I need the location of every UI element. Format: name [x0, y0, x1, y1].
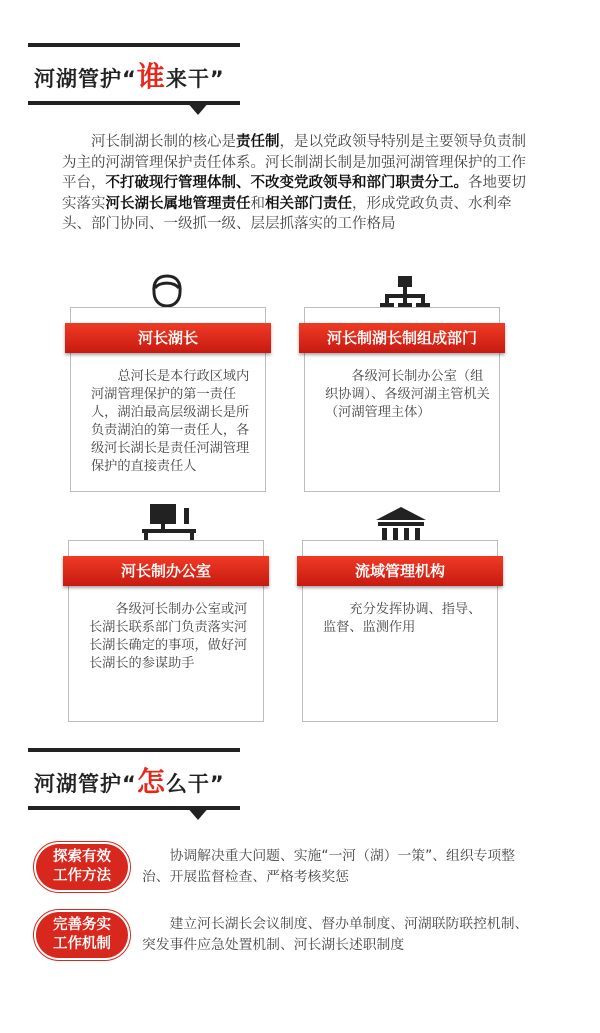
section-header-how — [28, 748, 240, 818]
card-basin-authority — [302, 540, 498, 722]
header-top-rule — [28, 748, 240, 752]
card-title: 河长制办公室 — [63, 556, 269, 586]
section-title-who: 河湖管护“谁来干” — [34, 60, 225, 93]
card-title: 河长制湖长制组成部门 — [299, 323, 505, 353]
title-highlight: 谁 — [136, 60, 166, 93]
mechanism-description: 建立河长湖长会议制度、督办单制度、河湖联防联控机制、突发事件应急处置机制、河长湖长述职制度 — [142, 916, 529, 953]
section-header-who — [28, 43, 240, 113]
card-member-departments — [304, 307, 500, 492]
card-body: 各级河长制办公室（组织协调）、各级河湖主管机关（河湖管理主体） — [325, 369, 490, 420]
card-body: 各级河长制办公室或河长湖长联系部门负责落实河长湖长确定的事项，做好河长湖长的参谋助手 — [89, 602, 248, 671]
method-description: 协调解决重大问题、实施“一河（湖）一策”、组织专项整治、开展监督检查、严格考核奖惩 — [142, 848, 516, 885]
header-top-rule — [28, 43, 240, 47]
card-body: 充分发挥协调、指导、监督、监测作用 — [323, 602, 482, 635]
method-badge: 探索有效 工作方法 — [36, 844, 128, 890]
card-title: 河长湖长 — [65, 323, 271, 353]
title-highlight: 怎 — [136, 765, 166, 798]
speech-tail — [186, 806, 210, 820]
intro-paragraph: 河长制湖长制的核心是责任制，是以党政领导特别是主要领导负责制为主的河湖管理保护责任体系。河长制湖长制是加强河湖管理保护的工作平台，不打破现行管理体制、不改变党政领导和部门职责分工。各地要切实落实河长湖长属地管理责任和相关部门责任，形成党政负责、水利牵头、部门协同、一级抓一级、层层抓落实的工作格局 — [62, 134, 526, 232]
section-title-how: 河湖管护“怎么干” — [34, 765, 225, 798]
card-title: 流域管理机构 — [297, 556, 503, 586]
card-river-chief-office — [68, 540, 264, 722]
speech-tail — [186, 101, 210, 115]
card-body: 总河长是本行政区域内河湖管理保护的第一责任人，湖泊最高层级湖长是所负责湖泊的第一责任人，各级河长湖长是责任河湖管理保护的直接责任人 — [91, 369, 250, 474]
mechanism-badge: 完善务实 工作机制 — [36, 912, 128, 958]
card-river-chief — [70, 307, 266, 492]
